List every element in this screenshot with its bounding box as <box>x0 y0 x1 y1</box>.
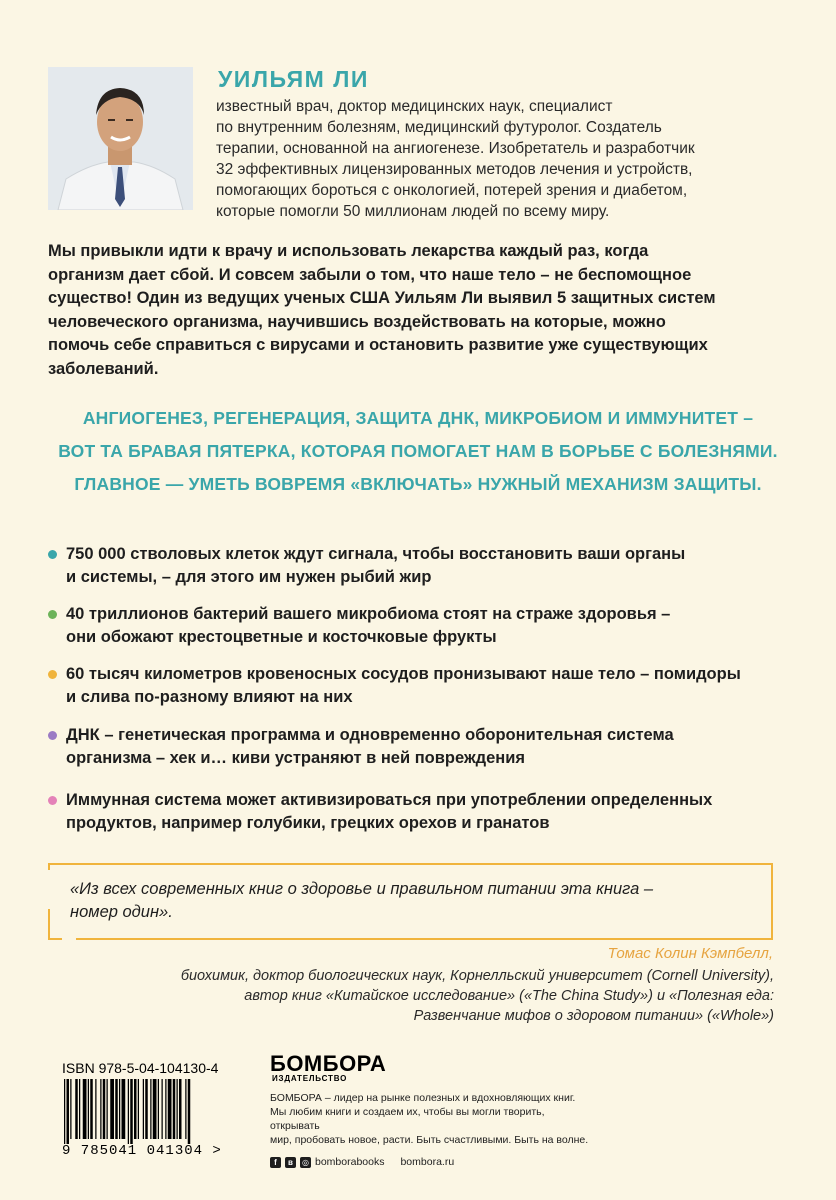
barcode-bar <box>95 1079 96 1139</box>
barcode-bar <box>67 1079 70 1144</box>
bullet-item <box>48 603 788 649</box>
author-photo <box>48 67 193 210</box>
intro-line: заболеваний. <box>48 359 159 378</box>
publisher-description <box>270 1091 590 1147</box>
credentials-line: биохимик, доктор биологических наук, Корнелльский университет (Cornell University), <box>180 968 774 984</box>
barcode-bar <box>173 1079 176 1139</box>
credentials-line: автор книг «Китайское исследование» («The China Study») и «Полезная еда: <box>244 988 774 1004</box>
intro-line: организм дает сбой. И совсем забыли о том, что наше тело – не беспомощное <box>48 265 692 284</box>
bullet-item <box>48 543 788 589</box>
publisher-logo: БОМБОРА <box>270 1051 387 1076</box>
barcode-bar <box>70 1079 71 1139</box>
bullet-text <box>66 543 788 589</box>
barcode-bar <box>138 1079 139 1139</box>
instagram-icon[interactable]: ◎ <box>300 1157 311 1168</box>
author-name: УИЛЬЯМ ЛИ <box>218 66 369 92</box>
author-bio-line: которые помогли 50 миллионам людей по всему миру. <box>216 203 610 220</box>
bullet-line: продуктов, например голубики, грецких орехов и гранатов <box>66 814 550 832</box>
bullet-text <box>66 603 788 649</box>
bullet-dot-icon <box>48 796 57 805</box>
barcode-bar <box>162 1079 163 1139</box>
bullet-line: ДНК – генетическая программа и одновременно оборонительная система <box>66 726 674 744</box>
bullet-line: 750 000 стволовых клеток ждут сигнала, чтобы восстановить ваши органы <box>66 545 686 563</box>
barcode-bar <box>179 1079 182 1139</box>
intro-line: существо! Один из ведущих ученых США Уильям Ли выявил 5 защитных систем <box>48 289 716 307</box>
author-portrait-image <box>48 67 193 210</box>
bullet-line: Иммунная система может активизироваться при употреблении определенных <box>66 791 713 809</box>
author-bio-line: по внутренним болезням, медицинский футуролог. Создатель <box>216 119 662 136</box>
intro-line: Мы привыкли идти к врачу и использовать лекарства каждый раз, когда <box>48 242 649 260</box>
quote-credentials <box>74 966 774 1026</box>
quote-line: номер один». <box>70 903 173 921</box>
author-bio-line: известный врач, доктор медицинских наук, специалист <box>216 98 613 115</box>
barcode-bar <box>83 1079 87 1139</box>
highlight-block <box>48 402 788 501</box>
barcode-bar <box>79 1079 80 1139</box>
facebook-icon[interactable]: f <box>270 1157 281 1168</box>
bullet-line: и слива по-разному влияют на них <box>66 688 353 706</box>
intro-line: человеческого организма, научившись воздействовать на которые, можно <box>48 312 666 331</box>
publisher-social <box>270 1156 454 1168</box>
author-bio-line: 32 эффективных лицензированных методов лечения и устройств, <box>216 161 693 178</box>
barcode-bar <box>88 1079 89 1139</box>
barcode-bar <box>128 1079 129 1144</box>
bullet-dot-icon <box>48 731 57 740</box>
barcode-bar <box>115 1079 118 1139</box>
quote-author: Томас Колин Кэмпбелл, <box>607 945 773 962</box>
bullet-text <box>66 789 788 835</box>
highlight-line: АНГИОГЕНЕЗ, РЕГЕНЕРАЦИЯ, ЗАЩИТА ДНК, МИКРОБИОМ И ИММУНИТЕТ – <box>82 408 754 428</box>
barcode-bar <box>107 1079 108 1139</box>
bullet-item <box>48 789 788 835</box>
barcode-bar <box>110 1079 114 1139</box>
highlight-line: ГЛАВНОЕ — УМЕТЬ ВОВРЕМЯ «ВКЛЮЧАТЬ» НУЖНЫЙ МЕХАНИЗМ ЗАЩИТЫ. <box>74 474 762 494</box>
barcode-bar <box>168 1079 172 1139</box>
barcode-bar <box>130 1079 133 1144</box>
author-bio <box>216 96 776 222</box>
barcode-bar <box>165 1079 166 1139</box>
publisher-site-link[interactable]: bombora.ru <box>400 1156 455 1168</box>
bullet-line: 60 тысяч километров кровеносных сосудов пронизывают наше тело – помидоры <box>66 665 741 683</box>
vk-icon[interactable]: в <box>285 1157 296 1168</box>
bullet-line: 40 триллионов бактерий вашего микробиома стоят на страже здоровья – <box>66 605 671 623</box>
intro-line: помочь себе справиться с вирусами и остановить развитие уже существующих <box>48 336 708 354</box>
bullet-dot-icon <box>48 550 57 559</box>
barcode-bar <box>90 1079 93 1139</box>
barcode-bar <box>177 1079 178 1139</box>
publisher-desc-line: мир, пробовать новое, расти. Быть счастливыми. Быть на волне. <box>270 1134 589 1146</box>
barcode-digits: 9 785041 041304 > <box>62 1143 222 1159</box>
bullet-line: они обожают крестоцветные и косточковые фрукты <box>66 628 497 646</box>
barcode-image <box>62 1079 252 1144</box>
bullet-dot-icon <box>48 670 57 679</box>
bullet-item <box>48 724 788 770</box>
highlight-line: ВОТ ТА БРАВАЯ ПЯТЕРКА, КОТОРАЯ ПОМОГАЕТ НАМ В БОРЬБЕ С БОЛЕЗНЯМИ. <box>58 441 778 461</box>
quote-line: «Из всех современных книг о здоровье и правильном питании эта книга – <box>70 880 654 898</box>
social-handle[interactable]: bomborabooks <box>315 1156 385 1168</box>
author-bio-line: помогающих бороться с онкологией, потерей зрения и диабетом, <box>216 182 688 199</box>
publisher-desc-line: Мы любим книги и создаем их, чтобы вы могли творить, открывать <box>270 1106 545 1132</box>
intro-paragraph <box>48 240 793 381</box>
barcode-bar <box>188 1079 191 1144</box>
bullet-text <box>66 724 788 770</box>
barcode-bar <box>134 1079 137 1139</box>
credentials-line: Развенчание мифов о здоровом питании» («Whole») <box>413 1008 774 1024</box>
barcode-bar <box>153 1079 157 1139</box>
bullet-dot-icon <box>48 610 57 619</box>
quote-text <box>70 878 770 924</box>
barcode-bar <box>145 1079 148 1139</box>
publisher-desc-line: БОМБОРА – лидер на рынке полезных и вдохновляющих книг. <box>270 1092 576 1104</box>
barcode-bar <box>150 1079 151 1139</box>
publisher-subtitle: ИЗДАТЕЛЬСТВО <box>272 1074 348 1083</box>
barcode-bar <box>143 1079 144 1139</box>
bullet-line: организма – хек и… киви устраняют в ней повреждения <box>66 749 526 767</box>
bullet-line: и системы, – для этого им нужен рыбий жир <box>66 568 432 586</box>
author-bio-line: терапии, основанной на ангиогенезе. Изобретатель и разработчик <box>216 140 695 157</box>
bullet-text <box>66 663 788 709</box>
bullet-item <box>48 663 788 709</box>
barcode-bar <box>64 1079 65 1144</box>
barcode-bar <box>100 1079 101 1139</box>
barcode-bar <box>185 1079 186 1139</box>
barcode-bar <box>119 1079 120 1139</box>
barcode-bar <box>158 1079 159 1139</box>
isbn-label: ISBN 978-5-04-104130-4 <box>62 1060 219 1076</box>
barcode-bar <box>103 1079 106 1139</box>
barcode-bar <box>75 1079 78 1139</box>
barcode-bar <box>122 1079 126 1139</box>
